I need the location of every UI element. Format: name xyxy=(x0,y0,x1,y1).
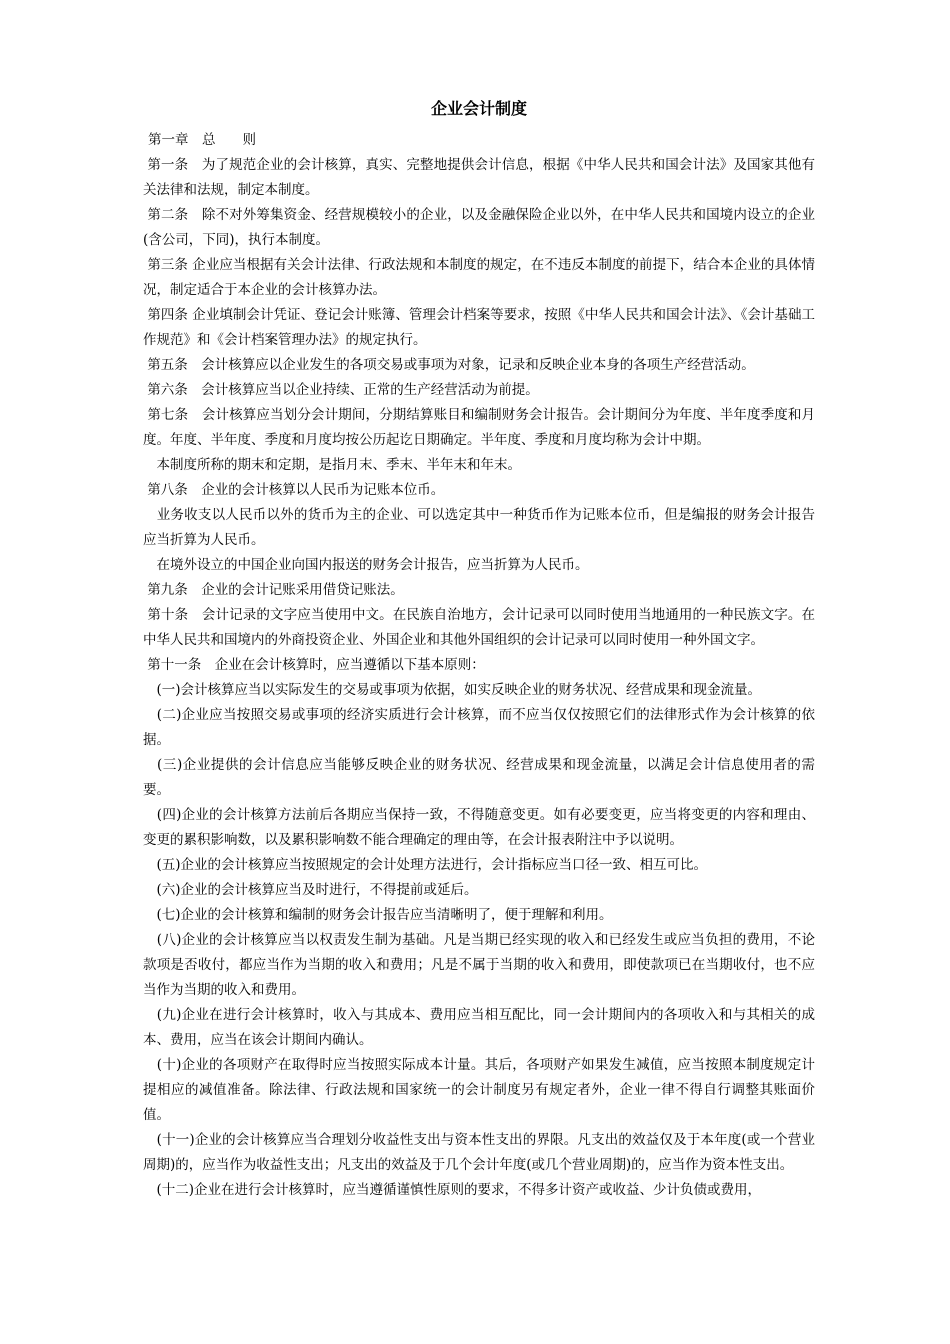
principle-5: (五)企业的会计核算应当按照规定的会计处理方法进行，会计指标应当口径一致、相互可比。 xyxy=(143,857,708,873)
article-11: 第十一条 企业在会计核算时，应当遵循以下基本原则： xyxy=(143,657,485,673)
document-title: 企业会计制度 xyxy=(430,99,527,118)
principle-9: (九)企业在进行会计核算时，收入与其成本、费用应当相互配比，同一会计期间内的各项收入和与其相关的成本、费用，应当在该会计期间内确认。 xyxy=(143,1007,815,1048)
principle-10: (十)企业的各项财产在取得时应当按照实际成本计量。其后，各项财产如果发生减值，应当按照本制度规定计提相应的减值准备。除法律、行政法规和国家统一的会计制度另有规定者外，企业一律不得自行调整其账面价值。 xyxy=(143,1057,815,1123)
principle-11: (十一)企业的会计核算应当合理划分收益性支出与资本性支出的界限。凡支出的效益仅及于本年度(或一个营业周期)的，应当作为收益性支出；凡支出的效益及于几个会计年度(或几个营业周期)的，应当作为资本性支出。 xyxy=(143,1132,815,1173)
article-8-para-2: 业务收支以人民币以外的货币为主的企业、可以选定其中一种货币作为记账本位币，但是编报的财务会计报告应当折算为人民币。 xyxy=(143,507,815,548)
article-7: 第七条 会计核算应当划分会计期间，分期结算账目和编制财务会计报告。会计期间分为年度、半年度季度和月度。年度、半年度、季度和月度均按公历起讫日期确定。半年度、季度和月度均称为会计中期。 xyxy=(143,407,815,448)
article-9: 第九条 企业的会计记账采用借贷记账法。 xyxy=(143,582,404,598)
article-4: 第四条 企业填制会计凭证、登记会计账簿、管理会计档案等要求，按照《中华人民共和国会计法》、《会计基础工作规范》和《会计档案管理办法》的规定执行。 xyxy=(143,307,816,348)
article-6: 第六条 会计核算应当以企业持续、正常的生产经营活动为前提。 xyxy=(143,382,539,398)
principle-8: (八)企业的会计核算应当以权责发生制为基础。凡是当期已经实现的收入和已经发生或应当负担的费用，不论款项是否收付，都应当作为当期的收入和费用；凡是不属于当期的收入和费用，即使款项已在当期收付，也不应当作为当期的收入和费用。 xyxy=(143,932,815,998)
article-1: 第一条 为了规范企业的会计核算，真实、完整地提供会计信息，根据《中华人民共和国会计法》及国家其他有关法律和法规，制定本制度。 xyxy=(143,157,815,198)
principle-3: (三)企业提供的会计信息应当能够反映企业的财务状况、经营成果和现金流量，以满足会计信息使用者的需要。 xyxy=(143,757,815,798)
principle-6: (六)企业的会计核算应当及时进行，不得提前或延后。 xyxy=(143,882,478,898)
document-page xyxy=(143,98,815,1203)
principle-2: (二)企业应当按照交易或事项的经济实质进行会计核算，而不应当仅仅按照它们的法律形式作为会计核算的依据。 xyxy=(143,707,815,748)
principle-12: (十二)企业在进行会计核算时，应当遵循谨慎性原则的要求，不得多计资产或收益、少计负债或费用， xyxy=(143,1182,762,1198)
principle-4: (四)企业的会计核算方法前后各期应当保持一致，不得随意变更。如有必要变更，应当将变更的内容和理由、变更的累积影响数，以及累积影响数不能合理确定的理由等，在会计报表附注中予以说明。 xyxy=(143,807,815,848)
article-3: 第三条 企业应当根据有关会计法律、行政法规和本制度的规定，在不违反本制度的前提下，结合本企业的具体情况，制定适合于本企业的会计核算办法。 xyxy=(143,257,816,298)
article-8-para-3: 在境外设立的中国企业向国内报送的财务会计报告，应当折算为人民币。 xyxy=(143,557,589,573)
principle-7: (七)企业的会计核算和编制的财务会计报告应当清晰明了，便于理解和利用。 xyxy=(143,907,613,923)
article-5: 第五条 会计核算应以企业发生的各项交易或事项为对象，记录和反映企业本身的各项生产经营活动。 xyxy=(143,357,755,373)
article-7-note: 本制度所称的期末和定期，是指月末、季末、半年末和年末。 xyxy=(143,457,521,473)
principle-1: (一)会计核算应当以实际发生的交易或事项为依据，如实反映企业的财务状况、经营成果和现金流量。 xyxy=(143,682,762,698)
article-8: 第八条 企业的会计核算以人民币为记账本位币。 xyxy=(143,482,445,498)
article-2: 第二条 除不对外筹集资金、经营规模较小的企业，以及金融保险企业以外，在中华人民共和国境内设立的企业(含公司，下同)，执行本制度。 xyxy=(143,207,815,248)
chapter-heading: 第一章 总 则 xyxy=(148,132,256,148)
article-10: 第十条 会计记录的文字应当使用中文。在民族自治地方，会计记录可以同时使用当地通用的一种民族文字。在中华人民共和国境内的外商投资企业、外国企业和其他外国组织的会计记录可以同时使用一种外国文字。 xyxy=(143,607,815,648)
